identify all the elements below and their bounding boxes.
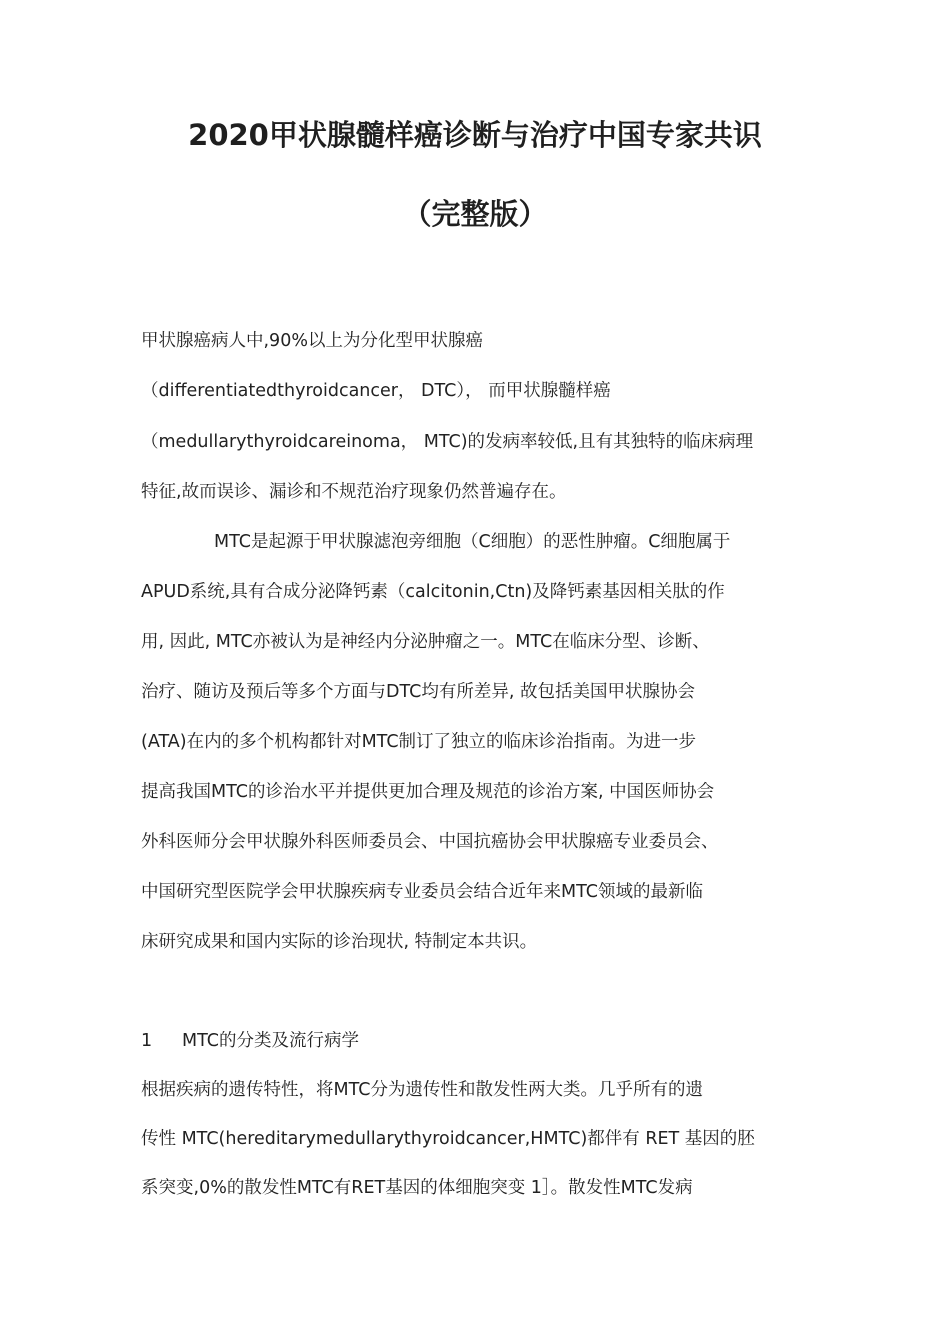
section-number: 1 bbox=[141, 1031, 153, 1051]
paragraph-line: 床研究成果和国内实际的诊治现状, 特制定本共识。 bbox=[141, 932, 538, 952]
paragraph-line: 特征,故而误诊、漏诊和不规范治疗现象仍然普遍存在。 bbox=[141, 482, 567, 502]
paragraph-line: 用, 因此, MTC亦被认为是神经内分泌肿瘤之一。MTC在临床分型、诊断、 bbox=[141, 632, 710, 652]
paragraph-line: 根据疾病的遗传特性，将MTC分为遗传性和散发性两大类。几乎所有的遗 bbox=[141, 1080, 703, 1100]
paragraph-line: 中国研究型医院学会甲状腺疾病专业委员会结合近年来MTC领域的最新临 bbox=[141, 882, 703, 902]
paragraph-line: 治疗、随访及预后等多个方面与DTC均有所差异, 故包括美国甲状腺协会 bbox=[141, 682, 695, 702]
document-title: 2020甲状腺髓样癌诊断与治疗中国专家共识 bbox=[188, 118, 762, 152]
paragraph-line: （differentiatedthyroidcancer， DTC）， 而甲状腺髓样癌 bbox=[141, 381, 611, 401]
paragraph-line: 外科医师分会甲状腺外科医师委员会、中国抗癌协会甲状腺癌专业委员会、 bbox=[141, 832, 719, 852]
paragraph-line: APUD系统,具有合成分泌降钙素（calcitonin,Ctn)及降钙素基因相关肽的作 bbox=[141, 582, 725, 602]
paragraph-line: (ATA)在内的多个机构都针对MTC制订了独立的临床诊治指南。为进一步 bbox=[141, 732, 697, 752]
paragraph-line: 甲状腺癌病人中,90%以上为分化型甲状腺癌 bbox=[141, 331, 483, 351]
paragraph-line: 传性 MTC(hereditarymedullarythyroidcancer,HMTC)都伴有 RET 基因的胚 bbox=[141, 1129, 755, 1149]
section-heading bbox=[141, 1029, 811, 1053]
document-subtitle: （完整版） bbox=[402, 197, 548, 231]
paragraph-line: （medullarythyroidcareinoma， MTC)的发病率较低,且有其独特的临床病理 bbox=[141, 432, 754, 452]
paragraph-line: 系突变,0%的散发性MTC有RET基因的体细胞突变 1］。散发性MTC发病 bbox=[141, 1178, 693, 1198]
paragraph-line: MTC是起源于甲状腺滤泡旁细胞（C细胞）的恶性肿瘤。C细胞属于 bbox=[214, 532, 731, 552]
section-heading-text: MTC的分类及流行病学 bbox=[182, 1031, 359, 1051]
paragraph-line: 提高我国MTC的诊治水平并提供更加合理及规范的诊治方案, 中国医师协会 bbox=[141, 782, 715, 802]
